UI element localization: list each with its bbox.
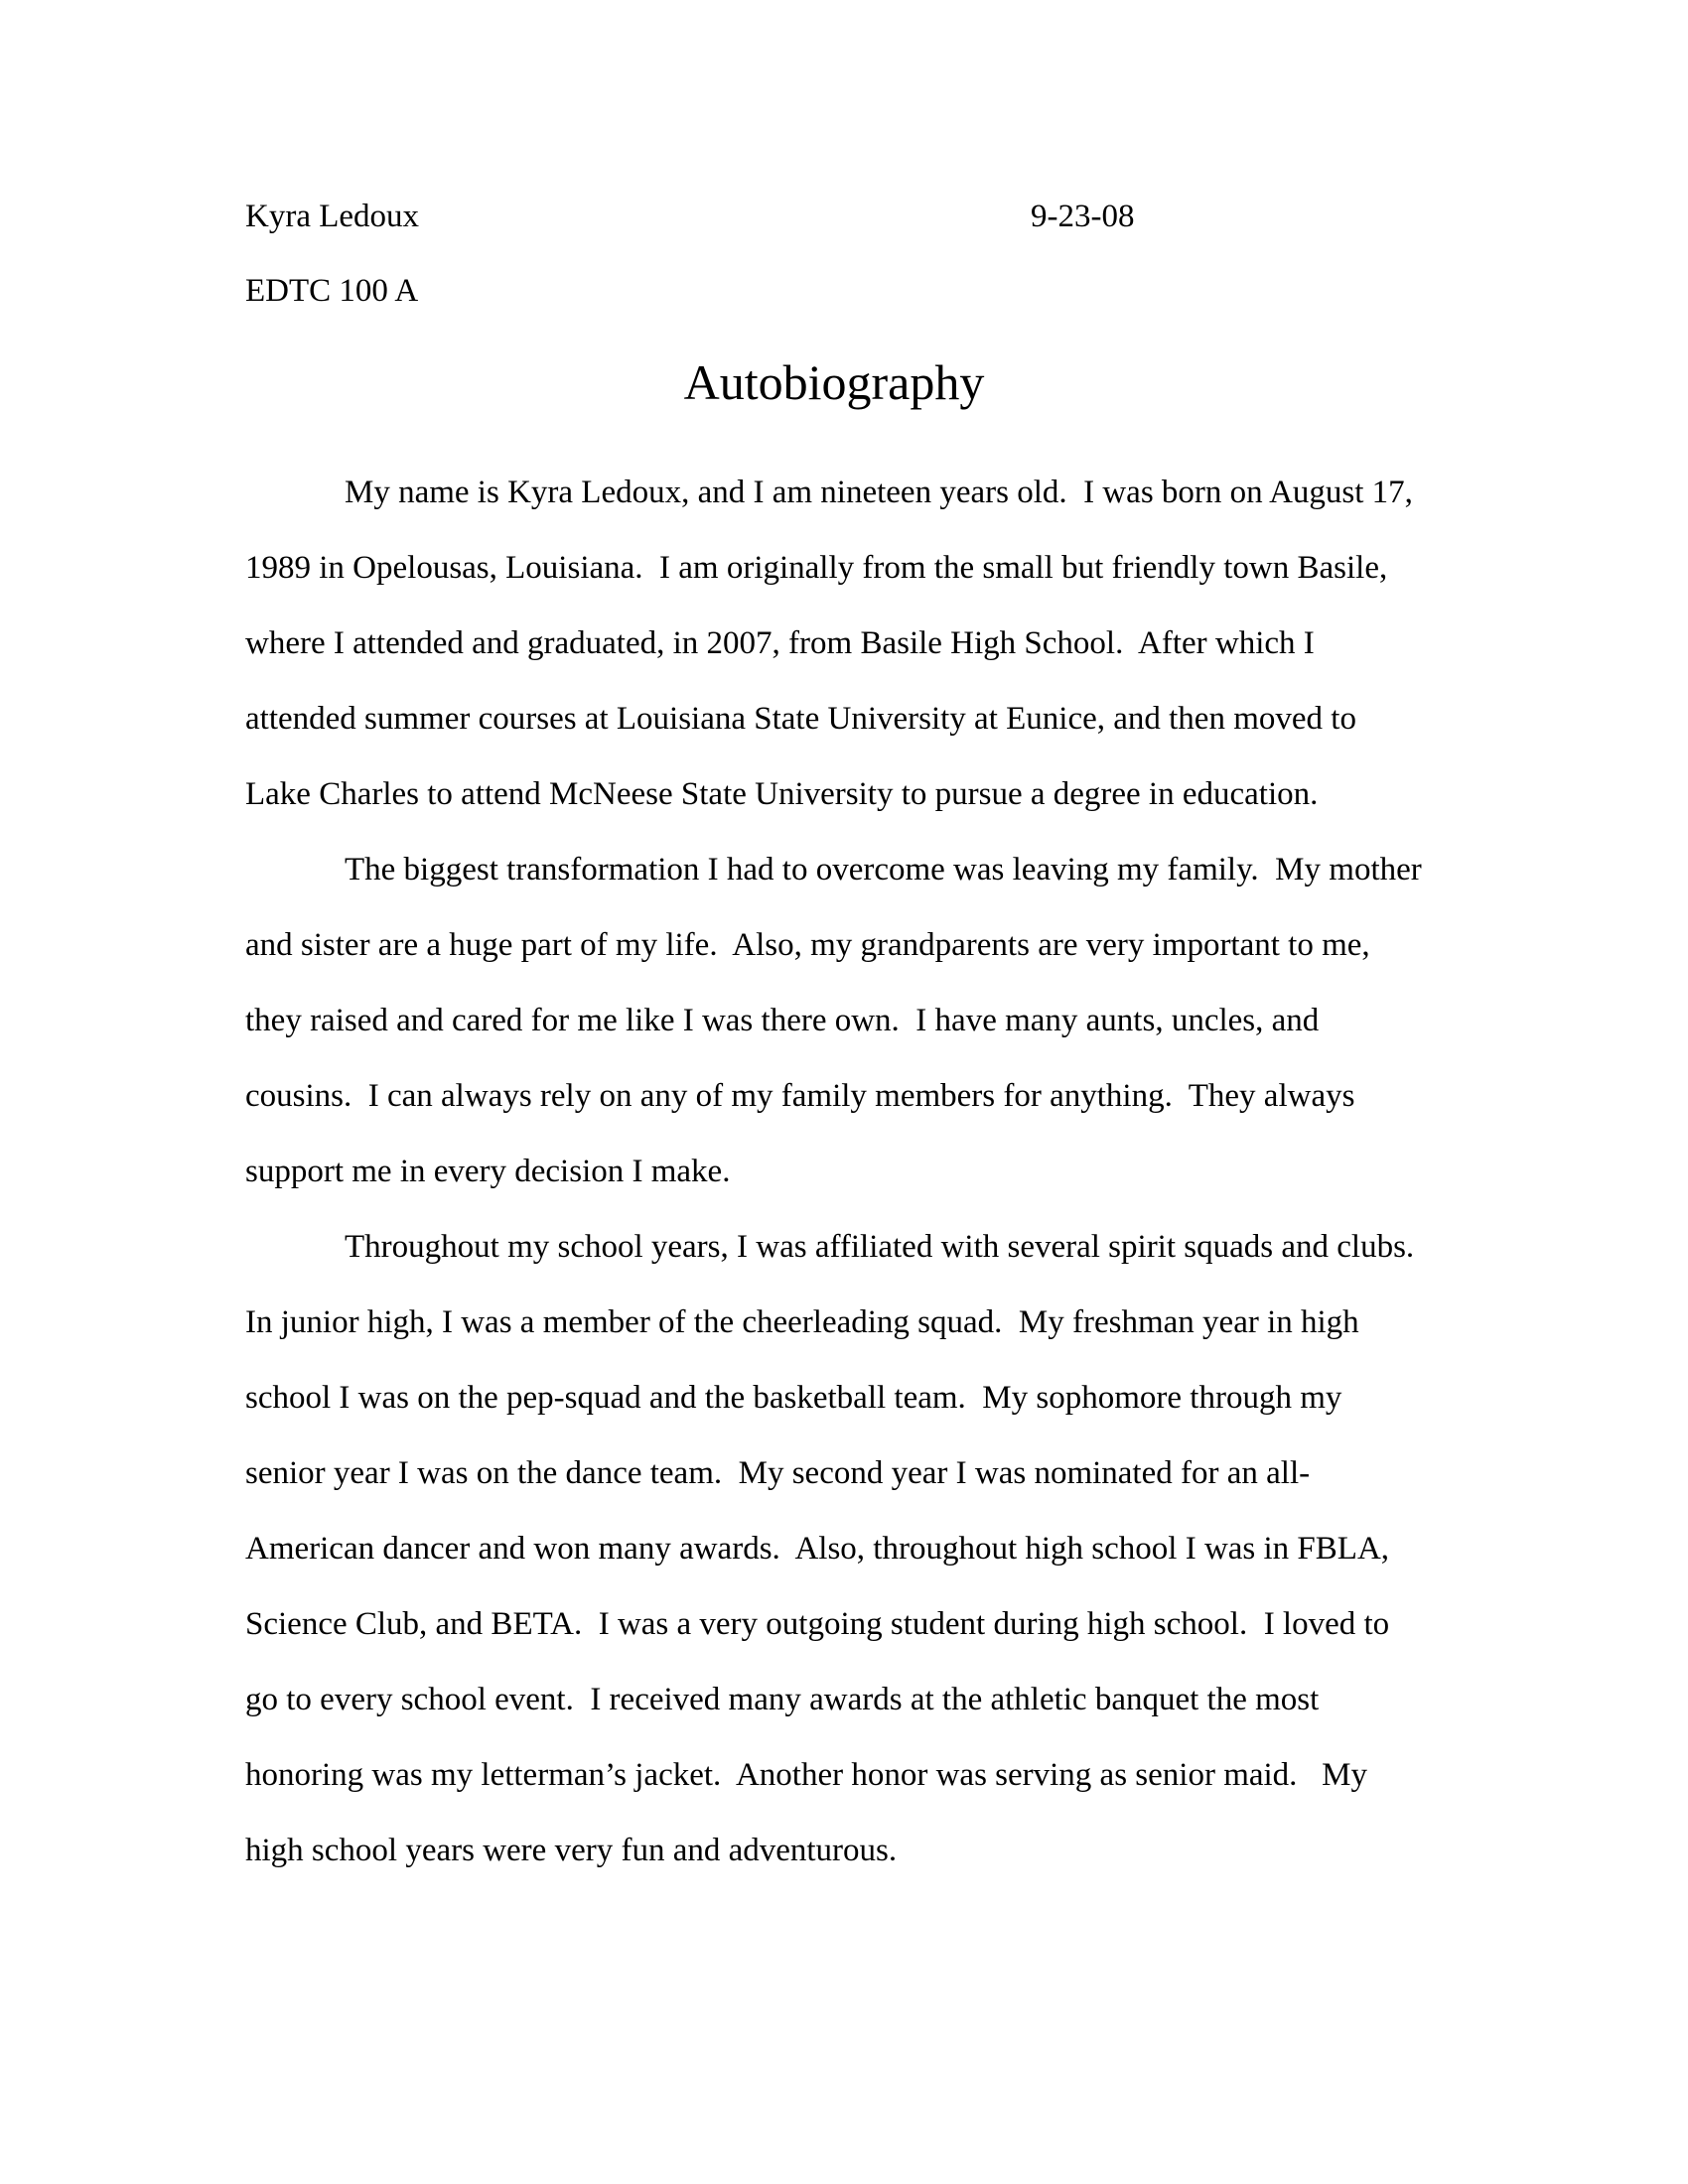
paragraph-3-line-7: go to every school event. I received many awards at the athletic banquet the most xyxy=(245,1682,1320,1717)
paragraph-3-line-6: Science Club, and BETA. I was a very outgoing student during high school. I loved to xyxy=(245,1606,1390,1642)
paragraph-3-line-5: American dancer and won many awards. Also, throughout high school I was in FBLA, xyxy=(245,1531,1390,1567)
paragraph-3-line-1: Throughout my school years, I was affiliated with several spirit squads and clubs. xyxy=(345,1229,1415,1265)
paragraph-1-line-3: where I attended and graduated, in 2007, from Basile High School. After which I xyxy=(245,625,1315,661)
paragraph-3-line-4: senior year I was on the dance team. My second year I was nominated for an all- xyxy=(245,1455,1311,1491)
author-name: Kyra Ledoux xyxy=(245,199,420,234)
paragraph-2-line-4: cousins. I can always rely on any of my family members for anything. They always xyxy=(245,1078,1355,1114)
paragraph-2-line-5: support me in every decision I make. xyxy=(245,1154,731,1189)
paragraph-1-line-4: attended summer courses at Louisiana State University at Eunice, and then moved to xyxy=(245,701,1356,737)
paragraph-2-line-2: and sister are a huge part of my life. Also, my grandparents are very important to me, xyxy=(245,927,1370,963)
paragraph-1-line-1: My name is Kyra Ledoux, and I am nineteen years old. I was born on August 17, xyxy=(345,475,1413,510)
paragraph-2-line-3: they raised and cared for me like I was there own. I have many aunts, uncles, and xyxy=(245,1003,1320,1038)
paragraph-2-line-1: The biggest transformation I had to overcome was leaving my family. My mother xyxy=(345,852,1422,887)
paragraph-3-line-8: honoring was my letterman’s jacket. Another honor was serving as senior maid. My xyxy=(245,1757,1368,1793)
document-title: Autobiography xyxy=(683,354,985,410)
paragraph-3-line-2: In junior high, I was a member of the cheerleading squad. My freshman year in high xyxy=(245,1304,1359,1340)
paragraph-1-line-2: 1989 in Opelousas, Louisiana. I am originally from the small but friendly town Basile, xyxy=(245,550,1388,586)
paragraph-3-line-9: high school years were very fun and adventurous. xyxy=(245,1833,898,1868)
paragraph-3-line-3: school I was on the pep-squad and the basketball team. My sophomore through my xyxy=(245,1380,1342,1416)
document-body xyxy=(245,473,1437,1906)
document-date: 9-23-08 xyxy=(1031,199,1135,234)
paragraph-1-line-5: Lake Charles to attend McNeese State University to pursue a degree in education. xyxy=(245,776,1319,812)
course-code: EDTC 100 A xyxy=(245,273,419,309)
